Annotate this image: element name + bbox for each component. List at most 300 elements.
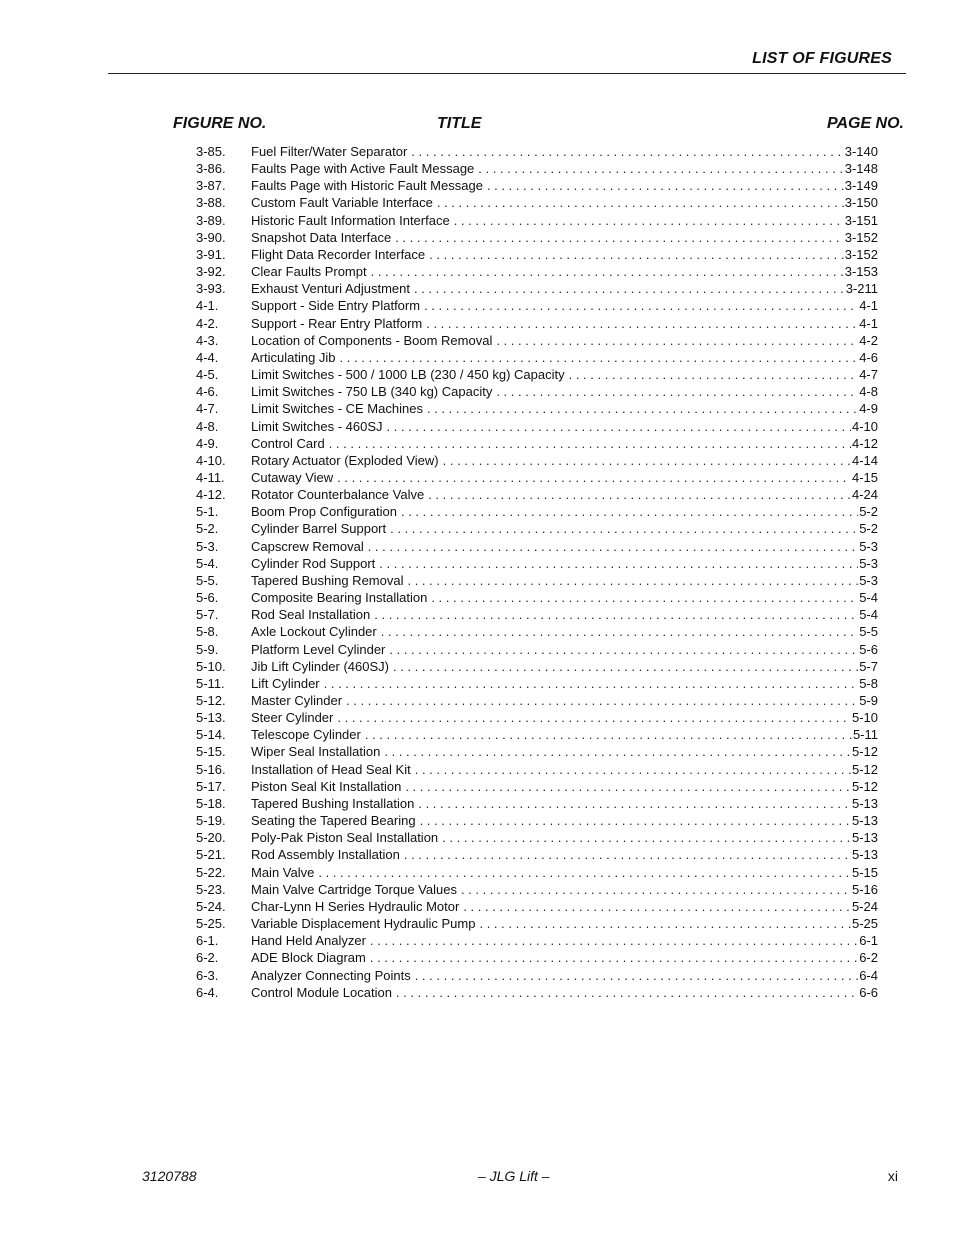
dot-leader [371, 263, 844, 280]
figure-page: 5-11 [852, 727, 878, 743]
figure-number: 3-85. [196, 144, 226, 159]
figure-page: 5-24 [851, 898, 878, 914]
figure-title: Historic Fault Information Interface [251, 212, 450, 228]
figure-page: 4-2 [859, 332, 878, 348]
figure-entry-line [251, 263, 878, 280]
figure-entry-line [251, 366, 878, 383]
figure-title: Steer Cylinder [251, 710, 334, 726]
figure-page: 4-24 [851, 487, 878, 503]
figure-title: Seating the Tapered Bearing [251, 813, 416, 829]
figure-page: 4-8 [859, 384, 878, 400]
dot-leader [365, 726, 852, 743]
figure-page: 3-150 [844, 195, 878, 211]
dot-leader [415, 967, 859, 984]
figure-entry [196, 246, 878, 263]
figure-page: 4-7 [859, 367, 878, 383]
figure-page: 5-12 [851, 744, 878, 760]
figure-number: 4-9. [196, 435, 219, 451]
dot-leader [461, 881, 851, 898]
figure-entry [196, 418, 878, 435]
figure-entry-line [251, 418, 878, 435]
figure-title: Clear Faults Prompt [251, 264, 367, 280]
dot-leader [431, 589, 858, 606]
figure-page: 5-3 [859, 572, 878, 588]
figure-entry-line [251, 658, 878, 675]
figure-number: 5-8. [196, 624, 219, 640]
figure-entry-line [251, 452, 878, 469]
figure-page: 3-153 [844, 264, 878, 280]
figure-entry [196, 915, 878, 932]
figure-number: 3-93. [196, 281, 226, 297]
figure-page: 5-4 [859, 607, 878, 623]
figure-page: 4-14 [851, 452, 878, 468]
figure-title: Custom Fault Variable Interface [251, 195, 433, 211]
figure-entry [196, 692, 878, 709]
dot-leader [415, 761, 851, 778]
figure-number: 3-92. [196, 264, 226, 280]
figure-entry-line [251, 915, 878, 932]
figure-entry-line [251, 349, 878, 366]
figure-title: Poly-Pak Piston Seal Installation [251, 830, 439, 846]
figure-page: 5-15 [851, 864, 878, 880]
figure-page: 5-3 [859, 538, 878, 554]
figure-title: Analyzer Connecting Points [251, 967, 411, 983]
figure-number: 5-12. [196, 693, 226, 708]
figure-page: 3-152 [844, 229, 878, 245]
dot-leader [496, 332, 858, 349]
figure-entry [196, 452, 878, 469]
figure-entry-line [251, 898, 878, 915]
figure-page: 5-5 [859, 624, 878, 640]
figure-entry [196, 606, 878, 623]
figure-number: 6-4. [196, 984, 219, 1000]
figure-number: 5-6. [196, 590, 219, 606]
figure-entry-line [251, 435, 878, 452]
figure-entry [196, 555, 878, 572]
figure-title: Composite Bearing Installation [251, 590, 428, 606]
figure-entry [196, 743, 878, 760]
figure-title: Fuel Filter/Water Separator [251, 144, 408, 159]
dot-leader [487, 177, 844, 194]
figure-title: Piston Seal Kit Installation [251, 778, 402, 794]
figure-entry-line [251, 864, 878, 881]
figure-title: Flight Data Recorder Interface [251, 246, 426, 262]
figure-page: 3-151 [844, 212, 878, 228]
figure-page: 5-25 [851, 916, 878, 932]
figure-entry [196, 641, 878, 658]
figure-number: 6-1. [196, 933, 219, 949]
figure-title: Main Valve [251, 864, 315, 880]
figure-number: 4-3. [196, 332, 219, 348]
dot-leader [496, 383, 858, 400]
dot-leader [318, 864, 851, 881]
figure-entry-line [251, 160, 878, 177]
dot-leader [387, 418, 851, 435]
figure-number: 4-6. [196, 384, 219, 400]
figure-page: 6-6 [859, 984, 878, 1000]
figure-page: 6-4 [859, 967, 878, 983]
figure-title: Limit Switches - 460SJ [251, 418, 383, 434]
figure-entry [196, 160, 878, 177]
figure-title: Main Valve Cartridge Torque Values [251, 881, 457, 897]
figure-entry [196, 761, 878, 778]
figure-page: 4-1 [859, 298, 878, 314]
figure-entry [196, 520, 878, 537]
dot-leader [337, 709, 851, 726]
dot-leader [389, 641, 858, 658]
figure-entry-line [251, 709, 878, 726]
page-header [0, 0, 954, 80]
figure-entry-line [251, 280, 878, 297]
figure-number: 5-23. [196, 881, 226, 897]
dot-leader [437, 194, 844, 211]
figure-entry [196, 143, 878, 160]
figure-number: 5-18. [196, 795, 226, 811]
figure-entry [196, 795, 878, 812]
figure-entry [196, 177, 878, 194]
figure-number: 3-86. [196, 161, 226, 177]
dot-leader [454, 212, 844, 229]
figure-title: Limit Switches - 750 LB (340 kg) Capacity [251, 384, 493, 400]
figure-number: 5-11. [196, 675, 225, 691]
figure-title: Faults Page with Active Fault Message [251, 161, 475, 177]
figure-page: 5-8 [859, 675, 878, 691]
figure-number: 4-1. [196, 298, 219, 314]
figure-entry-line [251, 194, 878, 211]
dot-leader [368, 538, 859, 555]
figure-entry [196, 297, 878, 314]
figure-number: 4-5. [196, 367, 219, 383]
figure-number: 4-4. [196, 349, 219, 365]
dot-leader [370, 949, 858, 966]
figure-page: 5-12 [851, 778, 878, 794]
figure-entry-line [251, 246, 878, 263]
figure-entry-line [251, 538, 878, 555]
figure-title: Rod Assembly Installation [251, 847, 400, 863]
column-headers [0, 115, 954, 137]
figure-title: Tapered Bushing Installation [251, 795, 415, 811]
figure-page: 5-3 [859, 555, 878, 571]
figure-number: 3-88. [196, 195, 226, 211]
figure-entry [196, 538, 878, 555]
figure-entry [196, 846, 878, 863]
figure-entry-line [251, 486, 878, 503]
title-heading: TITLE [437, 115, 482, 132]
dot-leader [420, 812, 851, 829]
dot-leader [374, 606, 858, 623]
figure-title: Jib Lift Cylinder (460SJ) [251, 658, 389, 674]
figure-title: Cylinder Rod Support [251, 555, 376, 571]
figure-number: 5-16. [196, 761, 226, 777]
figure-title: Wiper Seal Installation [251, 744, 381, 760]
figure-entry [196, 881, 878, 898]
figure-title: Support - Rear Entry Platform [251, 315, 423, 331]
figure-page: 5-7 [859, 658, 878, 674]
figure-title: Location of Components - Boom Removal [251, 332, 493, 348]
figure-title: Cylinder Barrel Support [251, 521, 387, 537]
figure-entry-line [251, 932, 878, 949]
figure-number: 5-13. [196, 710, 226, 726]
figure-page: 5-16 [851, 881, 878, 897]
figure-entry-line [251, 383, 878, 400]
figure-entry [196, 864, 878, 881]
figure-entry [196, 829, 878, 846]
figure-entry-line [251, 967, 878, 984]
figure-entry-line [251, 332, 878, 349]
figure-number: 3-90. [196, 229, 226, 245]
figure-page: 6-2 [859, 950, 878, 966]
figure-page: 5-13 [851, 847, 878, 863]
figure-entry-line [251, 846, 878, 863]
dot-leader [329, 435, 851, 452]
figure-entry [196, 469, 878, 486]
figure-number: 4-12. [196, 487, 226, 503]
figure-entry-line [251, 503, 878, 520]
dot-leader [429, 246, 844, 263]
figure-page: 3-211 [845, 281, 878, 297]
figure-entry-line [251, 984, 878, 1001]
figure-entry [196, 263, 878, 280]
figure-entry-line [251, 297, 878, 314]
figure-title: Snapshot Data Interface [251, 229, 392, 245]
figure-entry [196, 229, 878, 246]
figure-title: Lift Cylinder [251, 675, 320, 691]
figure-page: 3-140 [844, 144, 878, 159]
dot-leader [393, 658, 858, 675]
figure-page: 4-10 [851, 418, 878, 434]
figure-number: 5-10. [196, 658, 226, 674]
figure-entry-line [251, 778, 878, 795]
figure-title: Rotator Counterbalance Valve [251, 487, 425, 503]
figure-entry [196, 658, 878, 675]
figure-entry-line [251, 520, 878, 537]
dot-leader [384, 743, 851, 760]
figure-entry [196, 315, 878, 332]
figure-number: 5-20. [196, 830, 226, 846]
dot-leader [396, 984, 858, 1001]
figure-page: 4-12 [851, 435, 878, 451]
figure-entry-line [251, 795, 878, 812]
figure-page: 4-9 [859, 401, 878, 417]
dot-leader [405, 778, 851, 795]
figure-title: Platform Level Cylinder [251, 641, 386, 657]
figure-entry [196, 812, 878, 829]
figure-title: Master Cylinder [251, 693, 343, 708]
figure-number: 4-7. [196, 401, 219, 417]
figure-title: Installation of Head Seal Kit [251, 761, 411, 777]
figure-number: 5-2. [196, 521, 219, 537]
figure-page: 4-1 [859, 315, 878, 331]
dot-leader [404, 846, 851, 863]
figure-entry-line [251, 212, 878, 229]
figure-no-heading: FIGURE NO. [173, 115, 267, 132]
figure-title: Char-Lynn H Series Hydraulic Motor [251, 898, 460, 914]
figure-entry-line [251, 400, 878, 417]
figure-entry-line [251, 829, 878, 846]
figure-title: Cutaway View [251, 469, 334, 485]
figure-entry-line [251, 589, 878, 606]
figure-entry-line [251, 177, 878, 194]
figure-number: 3-89. [196, 212, 226, 228]
figure-number: 6-3. [196, 967, 219, 983]
figure-page: 5-13 [851, 830, 878, 846]
figure-entry-line [251, 143, 878, 160]
figure-entry [196, 194, 878, 211]
figure-number: 4-2. [196, 315, 219, 331]
dot-leader [370, 932, 858, 949]
dot-leader [337, 469, 851, 486]
figure-page: 3-152 [844, 246, 878, 262]
figure-number: 5-25. [196, 916, 226, 932]
figure-number: 5-3. [196, 538, 219, 554]
figure-entry [196, 332, 878, 349]
figure-entry [196, 949, 878, 966]
figure-entry-line [251, 692, 878, 709]
dot-leader [379, 555, 858, 572]
figure-title: Boom Prop Configuration [251, 504, 397, 520]
figure-number: 5-9. [196, 641, 219, 657]
figure-title: Rotary Actuator (Exploded View) [251, 452, 439, 468]
dot-leader [340, 349, 859, 366]
figure-entry [196, 486, 878, 503]
dot-leader [418, 795, 851, 812]
figure-entry-line [251, 881, 878, 898]
dot-leader [479, 915, 851, 932]
dot-leader [324, 675, 859, 692]
dot-leader [569, 366, 859, 383]
document-number: 3120788 [142, 1168, 197, 1184]
figure-entry-line [251, 743, 878, 760]
dot-leader [407, 572, 858, 589]
dot-leader [463, 898, 851, 915]
dot-leader [478, 160, 843, 177]
figure-entry [196, 778, 878, 795]
footer-brand: – JLG Lift – [478, 1168, 550, 1184]
dot-leader [426, 315, 858, 332]
figure-page: 5-13 [851, 813, 878, 829]
figure-page: 6-1 [859, 933, 878, 949]
figure-title: Articulating Jib [251, 349, 336, 365]
figure-entry-line [251, 641, 878, 658]
figure-entry-line [251, 726, 878, 743]
figure-number: 4-8. [196, 418, 219, 434]
dot-leader [427, 400, 858, 417]
page-number: xi [887, 1168, 898, 1184]
figure-page: 4-6 [859, 349, 878, 365]
figure-title: Hand Held Analyzer [251, 933, 366, 949]
dot-leader [443, 452, 851, 469]
figure-entry [196, 503, 878, 520]
figure-title: Tapered Bushing Removal [251, 572, 404, 588]
figure-number: 3-87. [196, 178, 226, 194]
dot-leader [346, 692, 858, 709]
figure-entry [196, 709, 878, 726]
figure-entry [196, 280, 878, 297]
figure-title: Support - Side Entry Platform [251, 298, 421, 314]
figure-number: 5-1. [196, 504, 219, 520]
figure-entry-line [251, 623, 878, 640]
figure-entry [196, 589, 878, 606]
figure-title: Rod Seal Installation [251, 607, 371, 623]
figure-number: 5-19. [196, 813, 226, 829]
figure-entry [196, 383, 878, 400]
figure-page: 5-2 [859, 504, 878, 520]
header-rule [108, 73, 906, 74]
figure-page: 5-6 [859, 641, 878, 657]
figure-number: 5-7. [196, 607, 219, 623]
figure-number: 5-21. [196, 847, 226, 863]
figure-title: Exhaust Venturi Adjustment [251, 281, 410, 297]
figure-number: 5-15. [196, 744, 226, 760]
figure-number: 5-17. [196, 778, 226, 794]
figure-number: 3-91. [196, 246, 226, 262]
figure-entry-line [251, 949, 878, 966]
dot-leader [442, 829, 851, 846]
figure-list [196, 143, 878, 1001]
figure-number: 4-11. [196, 469, 225, 485]
figure-entry-line [251, 761, 878, 778]
figure-title: Variable Displacement Hydraulic Pump [251, 916, 476, 932]
figure-entry [196, 349, 878, 366]
figure-entry [196, 898, 878, 915]
figure-page: 5-10 [851, 710, 878, 726]
figure-title: Limit Switches - 500 / 1000 LB (230 / 450 kg) Capacity [251, 367, 565, 383]
dot-leader [381, 623, 858, 640]
page-footer [0, 1168, 954, 1188]
figure-entry [196, 675, 878, 692]
figure-number: 5-22. [196, 864, 226, 880]
figure-title: Axle Lockout Cylinder [251, 624, 377, 640]
figure-number: 5-4. [196, 555, 219, 571]
figure-entry [196, 366, 878, 383]
figure-page: 4-15 [851, 469, 878, 485]
figure-entry-line [251, 675, 878, 692]
dot-leader [401, 503, 858, 520]
figure-number: 5-24. [196, 898, 226, 914]
figure-title: Capscrew Removal [251, 538, 364, 554]
figure-page: 3-148 [844, 161, 878, 177]
figure-number: 5-14. [196, 727, 226, 743]
figure-entry [196, 212, 878, 229]
dot-leader [390, 520, 858, 537]
figure-number: 6-2. [196, 950, 219, 966]
figure-page: 3-149 [844, 178, 878, 194]
figure-entry-line [251, 606, 878, 623]
figure-page: 5-12 [851, 761, 878, 777]
figure-entry-line [251, 555, 878, 572]
figure-title: Limit Switches - CE Machines [251, 401, 423, 417]
figure-entry-line [251, 229, 878, 246]
figure-title: Control Module Location [251, 984, 392, 1000]
figure-number: 4-10. [196, 452, 226, 468]
figure-entry-line [251, 572, 878, 589]
figure-page: 5-13 [851, 795, 878, 811]
figure-entry-line [251, 812, 878, 829]
figure-page: 5-9 [859, 693, 878, 708]
figure-page: 5-4 [859, 590, 878, 606]
page-no-heading: PAGE NO. [826, 115, 904, 132]
figure-entry [196, 726, 878, 743]
figure-title: Faults Page with Historic Fault Message [251, 178, 483, 194]
figure-entry [196, 984, 878, 1001]
figure-entry [196, 435, 878, 452]
page-title: LIST OF FIGURES [752, 50, 892, 67]
figure-title: Control Card [251, 435, 325, 451]
figure-number: 5-5. [196, 572, 219, 588]
figure-title: Telescope Cylinder [251, 727, 361, 743]
figure-entry [196, 400, 878, 417]
dot-leader [411, 143, 843, 160]
